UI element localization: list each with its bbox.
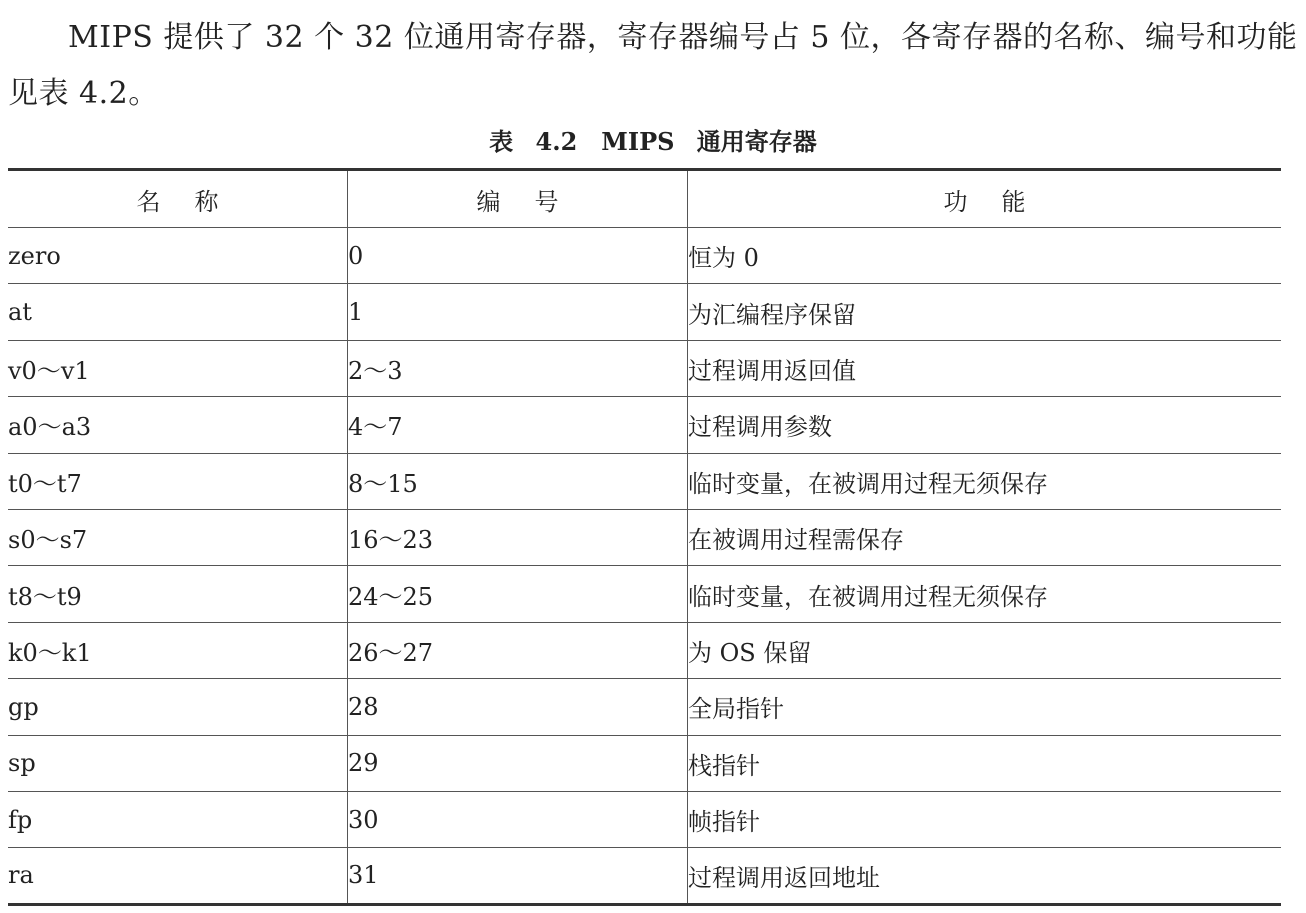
register-number: 1 bbox=[348, 284, 688, 340]
table-row bbox=[8, 453, 1281, 509]
register-name: t0～t7 bbox=[8, 469, 82, 498]
table-row bbox=[8, 622, 1281, 678]
register-function: 帧指针 bbox=[688, 791, 1282, 847]
register-function: 在被调用过程需保存 bbox=[688, 509, 1282, 565]
header-function: 功能 bbox=[688, 170, 1282, 228]
register-name: ra bbox=[8, 861, 34, 890]
register-number: 26～27 bbox=[348, 622, 688, 678]
table-row bbox=[8, 735, 1281, 791]
table-row bbox=[8, 397, 1281, 453]
register-number: 4～7 bbox=[348, 397, 688, 453]
register-function: 全局指针 bbox=[688, 679, 1282, 735]
table-header bbox=[8, 170, 1281, 228]
register-name: at bbox=[8, 298, 32, 327]
table-row bbox=[8, 566, 1281, 622]
table-row bbox=[8, 848, 1281, 904]
register-function: 临时变量，在被调用过程无须保存 bbox=[688, 566, 1282, 622]
register-function: 为 OS 保留 bbox=[688, 622, 1282, 678]
register-name: a0～a3 bbox=[8, 413, 92, 442]
register-number: 30 bbox=[348, 791, 688, 847]
table-row bbox=[8, 509, 1281, 565]
table-row bbox=[8, 228, 1281, 284]
header-row bbox=[8, 170, 1281, 228]
register-name: gp bbox=[8, 692, 39, 721]
register-name: k0～k1 bbox=[8, 638, 92, 667]
table-row bbox=[8, 791, 1281, 847]
register-name: fp bbox=[8, 805, 33, 834]
register-name: t8～t9 bbox=[8, 582, 82, 611]
register-number: 31 bbox=[348, 848, 688, 904]
register-number: 2～3 bbox=[348, 340, 688, 396]
register-function: 为汇编程序保留 bbox=[688, 284, 1282, 340]
register-function: 临时变量，在被调用过程无须保存 bbox=[688, 453, 1282, 509]
register-name: v0～v1 bbox=[8, 356, 90, 385]
register-function: 栈指针 bbox=[688, 735, 1282, 791]
register-number: 24～25 bbox=[348, 566, 688, 622]
register-number: 16～23 bbox=[348, 509, 688, 565]
register-name: sp bbox=[8, 749, 36, 778]
register-number: 0 bbox=[348, 228, 688, 284]
register-number: 28 bbox=[348, 679, 688, 735]
register-number: 29 bbox=[348, 735, 688, 791]
register-function: 过程调用返回地址 bbox=[688, 848, 1282, 904]
register-function: 过程调用参数 bbox=[688, 397, 1282, 453]
register-table bbox=[8, 168, 1281, 906]
header-name: 名称 bbox=[136, 187, 253, 216]
table-body bbox=[8, 228, 1281, 905]
table-row bbox=[8, 679, 1281, 735]
intro-paragraph: MIPS 提供了 32 个 32 位通用寄存器，寄存器编号占 5 位，各寄存器的名称、编号和功能见表 4.2。 bbox=[8, 20, 1298, 111]
register-name: s0～s7 bbox=[8, 526, 88, 555]
table-caption: 表 4.2 MIPS 通用寄存器 bbox=[489, 127, 817, 156]
header-number: 编号 bbox=[348, 170, 688, 228]
table-row bbox=[8, 284, 1281, 340]
register-function: 过程调用返回值 bbox=[688, 340, 1282, 396]
register-name: zero bbox=[8, 241, 61, 270]
register-number: 8～15 bbox=[348, 453, 688, 509]
register-function: 恒为 0 bbox=[688, 228, 1282, 284]
table-row bbox=[8, 340, 1281, 396]
